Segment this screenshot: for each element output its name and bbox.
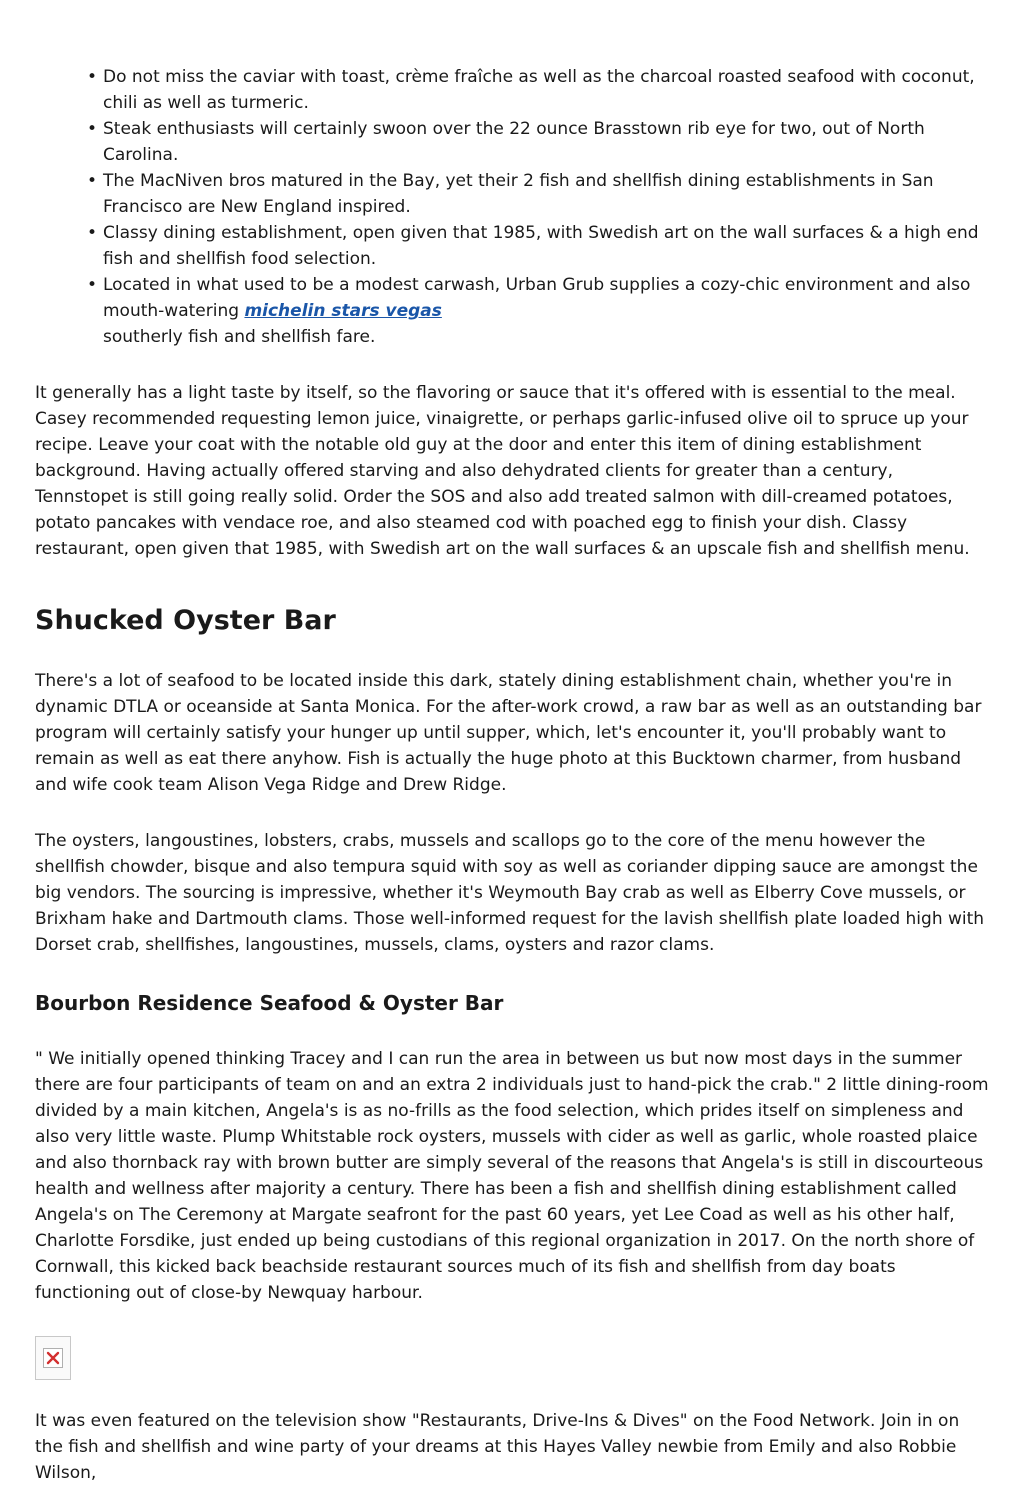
body-paragraph: The oysters, langoustines, lobsters, crabs, mussels and scallops go to the core of the menu however the shellfish chowder, bisque and also tempura squid with soy as well as coriander dipping sauce are amongst the big vendors. The sourcing is impressive, whether it's Weymouth Bay crab as well as Elberry Cove mussels, or Brixham hake and Dartmouth clams. Those well-informed request for the lavish shellfish plate loaded high with Dorset crab, shellfishes, langoustines, mussels, clams, oysters and razor clams. — [35, 831, 985, 955]
list-item — [103, 272, 991, 350]
document-page — [35, 64, 991, 1486]
bullet-text: Classy dining establishment, open given that 1985, with Swedish art on the wall surfaces & a high end fish and shellfish food selection. — [103, 223, 979, 269]
body-paragraph: It generally has a light taste by itself, so the flavoring or sauce that it's offered with is essential to the meal. Casey recommended requesting lemon juice, vinaigrette, or perhaps garlic-infused olive oil to spruce up your recipe. Leave your coat with the notable old guy at the door and enter this item of dining establishment background. Having actually offered starving and also dehydrated clients for greater than a century, Tennstopet is still going really solid. Order the SOS and also add treated salmon with dill-creamed potatoes, potato pancakes with vendace roe, and also steamed cod with poached egg to finish your dish. Classy restaurant, open given that 1985, with Swedish art on the wall surfaces & an upscale fish and shellfish menu. — [35, 383, 970, 559]
bullet-text: The MacNiven bros matured in the Bay, yet their 2 fish and shellfish dining establishments in San Francisco are New England inspired. — [103, 171, 934, 217]
body-paragraph: " We initially opened thinking Tracey and I can run the area in between us but now most days in the summer there are four participants of team on and an extra 2 individuals just to hand-pick the crab." 2 little dining-room divided by a main kitchen, Angela's is as no-frills as the food selection, which prides itself on simpleness and also very little waste. Plump Whitstable rock oysters, mussels with cider as well as garlic, whole roasted plaice and also thornback ray with brown butter are simply several of the reasons that Angela's is still in discourteous health and wellness after majority a century. There has been a fish and shellfish dining establishment called Angela's on The Ceremony at Margate seafront for the past 60 years, yet Lee Coad as well as his other half, Charlotte Forsdike, just ended up being custodians of this regional organization in 2017. On the north shore of Cornwall, this kicked back beachside restaurant sources much of its fish and shellfish from day boats functioning out of close-by Newquay harbour. — [35, 1049, 989, 1303]
broken-image-icon — [35, 1336, 71, 1380]
list-item — [103, 168, 991, 220]
michelin-stars-link[interactable]: michelin stars vegas — [244, 301, 442, 321]
bullet-text: Do not miss the caviar with toast, crème fraîche as well as the charcoal roasted seafood with coconut, chili as well as turmeric. — [103, 67, 975, 113]
body-paragraph: It was even featured on the television show "Restaurants, Drive-Ins & Dives" on the Food Network. Join in on the fish and shellfish and wine party of your dreams at this Hayes Valley newbie from Emily and also Robbie Wilson, — [35, 1411, 960, 1483]
bullet-text: Steak enthusiasts will certainly swoon over the 22 ounce Brasstown rib eye for two, out of North Carolina. — [103, 119, 925, 165]
section-heading: Shucked Oyster Bar — [35, 605, 336, 636]
broken-image-x-icon — [43, 1348, 63, 1368]
bullet-text-continuation: southerly fish and shellfish fare. — [103, 327, 376, 347]
bullet-text: Located in what used to be a modest carwash, Urban Grub supplies a cozy-chic environment and also mouth-watering — [103, 275, 971, 321]
list-item — [103, 116, 991, 168]
list-item — [103, 64, 991, 116]
list-item — [103, 220, 991, 272]
close-x-icon — [46, 1351, 60, 1365]
subsection-heading: Bourbon Residence Seafood & Oyster Bar — [35, 991, 504, 1015]
body-paragraph: There's a lot of seafood to be located inside this dark, stately dining establishment chain, whether you're in dynamic DTLA or oceanside at Santa Monica. For the after-work crowd, a raw bar as well as an outstanding bar program will certainly satisfy your hunger up until supper, which, let's encounter it, you'll probably want to remain as well as eat there anyhow. Fish is actually the huge photo at this Bucktown charmer, from husband and wife cook team Alison Vega Ridge and Drew Ridge. — [35, 671, 982, 795]
bullet-list — [35, 64, 991, 350]
